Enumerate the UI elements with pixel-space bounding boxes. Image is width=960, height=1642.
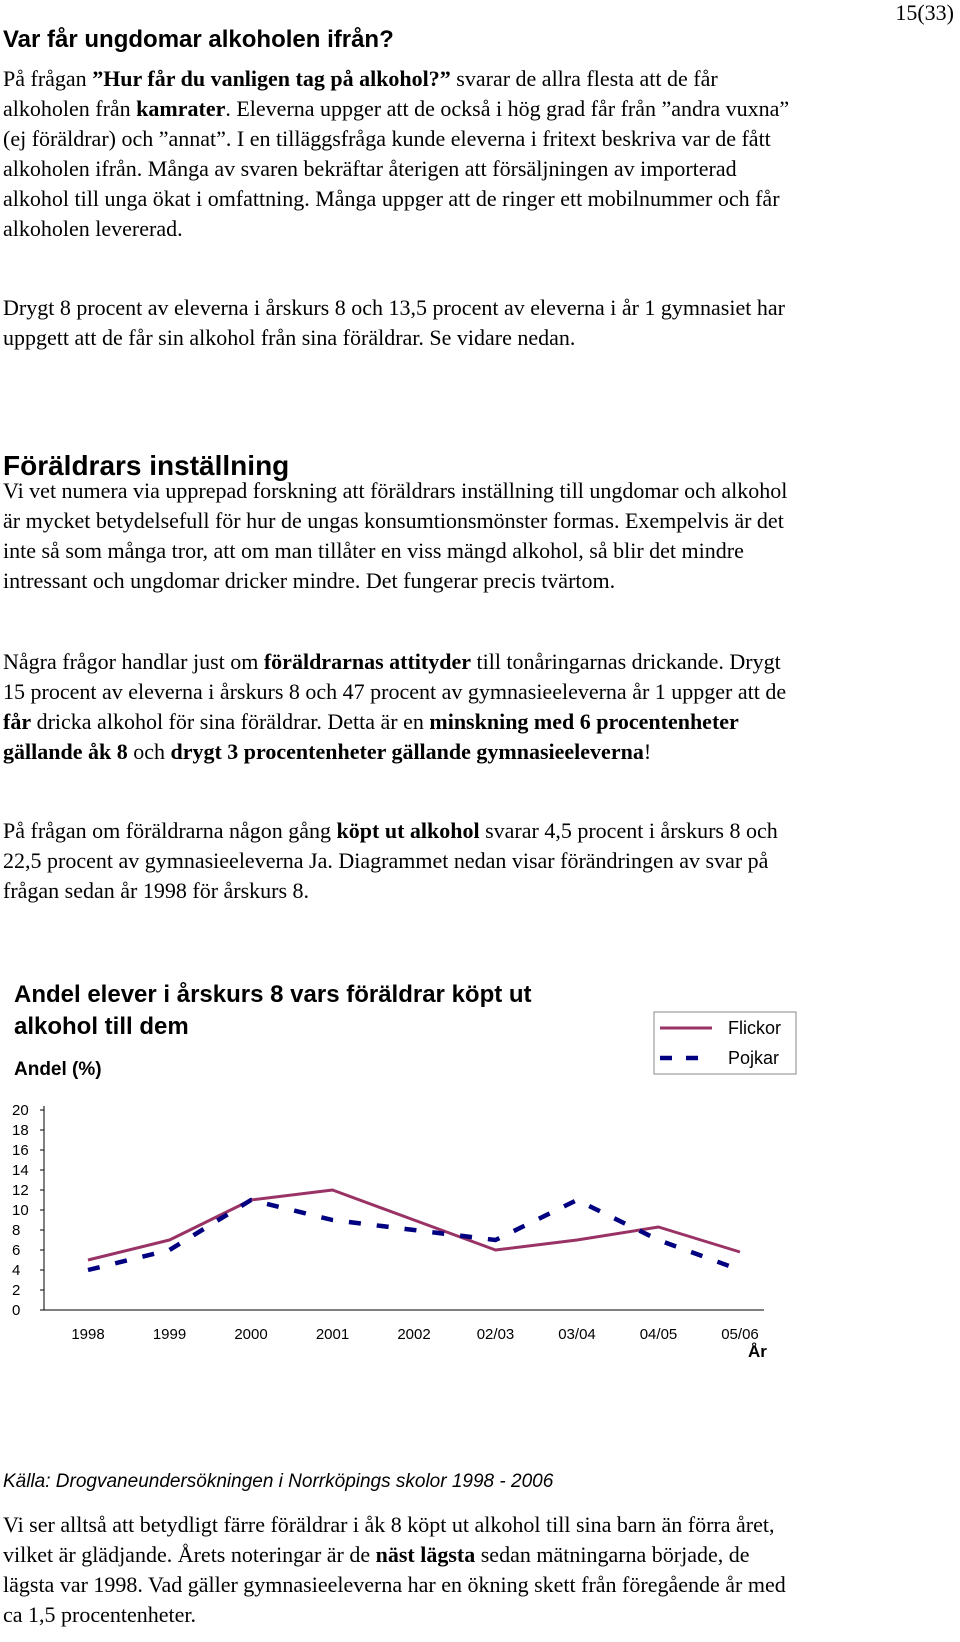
y-tick-label: 0 bbox=[12, 1302, 21, 1319]
x-tick-label: 1998 bbox=[71, 1326, 105, 1343]
bold-text-run: köpt ut alkohol bbox=[336, 818, 480, 843]
line-chart bbox=[0, 975, 800, 1445]
text-run: På frågan bbox=[3, 66, 93, 91]
x-tick-label: 1999 bbox=[152, 1326, 187, 1343]
legend-label: Pojkar bbox=[728, 1048, 780, 1068]
text-run: Några frågor handlar just om bbox=[3, 649, 264, 674]
bold-text-run: får bbox=[3, 709, 32, 734]
x-tick-label: 05/06 bbox=[721, 1326, 759, 1343]
bold-text-run: kamrater bbox=[136, 96, 226, 121]
bold-text-run: drygt 3 procentenheter gällande gymnasieeleverna bbox=[170, 739, 644, 764]
x-axis-label: År bbox=[748, 1342, 767, 1361]
y-tick-label: 16 bbox=[12, 1142, 29, 1159]
page-number: 15(33) bbox=[895, 0, 954, 25]
paragraph-parents-attitudes bbox=[3, 647, 803, 767]
text-run: svarar 4,5 procent i årskurs 8 och 22,5 procent av gymnasieeleverna Ja. Diagrammet nedan visar förändringen av svar på frågan sedan år 1998 för årskurs 8. bbox=[3, 818, 778, 903]
y-tick-label: 12 bbox=[12, 1182, 29, 1199]
chart-svg bbox=[0, 975, 800, 1445]
x-tick-label: 2000 bbox=[234, 1326, 268, 1343]
bold-text-run: minskning med 6 procentenheter gällande åk 8 bbox=[3, 709, 739, 764]
bold-text-run: föräldrarnas attityder bbox=[263, 649, 471, 674]
paragraph-parents-supply: Drygt 8 procent av eleverna i årskurs 8 och 13,5 procent av eleverna i år 1 gymnasiet har uppgett att de får sin alkohol från sina föräldrar. Se vidare nedan. bbox=[3, 295, 785, 350]
y-tick-label: 6 bbox=[12, 1242, 21, 1259]
x-tick-label: 03/04 bbox=[558, 1326, 596, 1343]
bold-text-run: ”Hur får du vanligen tag på alkohol?” bbox=[92, 66, 451, 91]
y-tick-label: 8 bbox=[12, 1222, 21, 1239]
y-tick-label: 18 bbox=[12, 1122, 29, 1139]
paragraph-research: Vi vet numera via upprepad forskning att föräldrars inställning till ungdomar och alkohol är mycket betydelsefull för hur de ungas konsumtionsmönster formas. Exempelvis är det inte så som många tror, att om man tillåter en viss mängd alkohol, så blir det mindre intressant och ungdomar dricker mindre. Det fungerar precis tvärtom. bbox=[3, 478, 788, 593]
x-tick-label: 2002 bbox=[397, 1326, 431, 1343]
x-tick-label: 04/05 bbox=[639, 1326, 678, 1343]
paragraph-alcohol-source bbox=[3, 64, 803, 244]
y-axis-label: Andel (%) bbox=[14, 1059, 102, 1080]
text-run: . Eleverna uppger att de också i hög grad får från ”andra vuxna” (ej föräldrar) och ”annat”. I en tilläggsfråga kunde eleverna i fritext beskriva var de fått alkoholen ifrån. Många av svaren bekräftar återigen att försäljningen av importerad alkohol till unga ökat i omfattning. Många uppger att de ringer ett mobilnummer och får alkoholen levererad. bbox=[3, 96, 790, 241]
y-tick-label: 4 bbox=[12, 1262, 21, 1279]
text-run: Vi ser alltså att betydligt färre föräldrar i åk 8 köpt ut alkohol till sina barn än förra året, vilket är glädjande. Årets noteringar är de bbox=[3, 1512, 775, 1567]
chart-title: Andel elever i årskurs 8 vars föräldrar köpt ut bbox=[14, 981, 532, 1008]
series-line-pojkar bbox=[88, 1200, 740, 1270]
text-run: till tonåringarnas drickande. Drygt 15 procent av eleverna i årskurs 8 och 47 procent av gymnasieeleverna år 1 uppger att de bbox=[3, 649, 787, 704]
paragraph-closing bbox=[3, 1510, 803, 1630]
y-tick-label: 20 bbox=[12, 1102, 29, 1119]
section-heading-parents-attitude: Föräldrars inställning bbox=[3, 450, 290, 481]
text-run: På frågan om föräldrarna någon gång bbox=[3, 818, 337, 843]
x-tick-label: 02/03 bbox=[476, 1326, 515, 1343]
y-tick-label: 14 bbox=[12, 1162, 29, 1179]
text-run: sedan mätningarna började, de lägsta var 1998. Vad gäller gymnasieeleverna har en ökning skett från föregående år med ca 1,5 procentenheter. bbox=[3, 1542, 786, 1627]
x-tick-label: 2001 bbox=[315, 1326, 350, 1343]
source-note: Källa: Drogvaneundersökningen i Norrköpings skolor 1998 - 2006 bbox=[3, 1471, 554, 1492]
paragraph-bought-alcohol bbox=[3, 816, 803, 906]
text-run: dricka alkohol för sina föräldrar. Detta är en bbox=[31, 709, 430, 734]
text-run: och bbox=[127, 739, 171, 764]
bold-text-run: näst lägsta bbox=[375, 1542, 476, 1567]
legend-label: Flickor bbox=[728, 1018, 781, 1038]
chart-title: alkohol till dem bbox=[14, 1013, 189, 1040]
series-line-flickor bbox=[88, 1190, 740, 1260]
text-run: svarar de allra flesta att de får alkoholen från bbox=[3, 66, 718, 121]
section-heading-alcohol-source: Var får ungdomar alkoholen ifrån? bbox=[3, 26, 394, 53]
text-run: ! bbox=[643, 739, 652, 764]
y-tick-label: 10 bbox=[12, 1202, 29, 1219]
y-tick-label: 2 bbox=[12, 1282, 21, 1299]
